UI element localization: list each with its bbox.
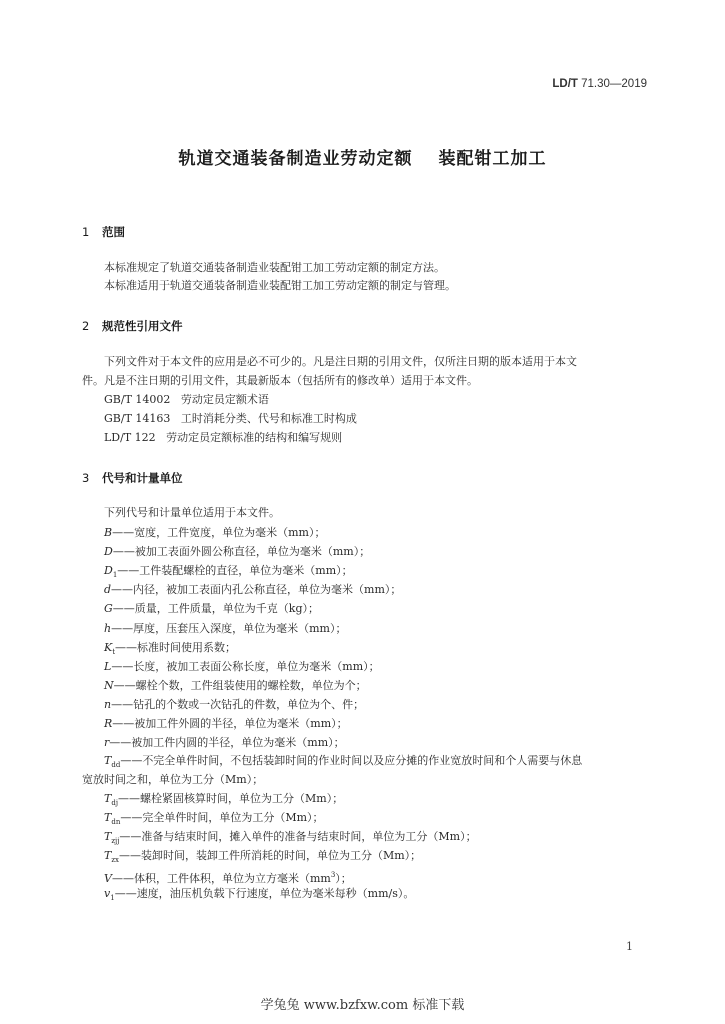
symbol-line: $D_1——$工件装配螺栓的直径，单位为毫米（mm）； — [104, 564, 353, 580]
symbol-line: N——螺栓个数，工件组装使用的螺栓数，单位为个； — [104, 678, 367, 692]
symbol-line: $T_{dj}——$螺栓紧固核算时间，单位为工分（Mm）； — [104, 792, 344, 807]
section-heading-symbols: 3 代号和计量单位 — [82, 471, 183, 485]
scope-line-1: 本标准规定了轨道交通装备制造业装配钳工加工劳动定额的制定方法。 — [104, 261, 445, 274]
footer-watermark: 学兔兔 www.bzfxw.com 标准下载 — [260, 998, 465, 1013]
symbol-line: $T_{zx}——$装卸时间，装卸工件所消耗的时间，单位为工分（Mm）； — [104, 849, 422, 864]
symbol-line: r——被加工件内圆的半径，单位为毫米（mm）； — [104, 736, 345, 750]
symbol-line-tdd-cont: 宽放时间之和，单位为工分（Mm）； — [82, 773, 264, 786]
symbol-line: $T_{dn}——$完全单件时间，单位为工分（Mm）； — [104, 811, 324, 826]
symbol-line: B——宽度，工件宽度，单位为毫米（mm）； — [104, 526, 326, 539]
reference-item: GB/T 14163 工时消耗分类、代号和标准工时构成 — [104, 412, 357, 425]
symbol-line-speed: $v_1——$速度，油压机负载下行速度，单位为毫米每秒（mm/s）。 — [104, 887, 415, 902]
reference-item: GB/T 14002 劳动定员定额术语 — [104, 393, 269, 406]
symbols-intro: 下列代号和计量单位适用于本文件。 — [104, 506, 280, 519]
symbol-line: $K_t——$标准时间使用系数； — [104, 640, 237, 656]
reference-item: LD/T 122 劳动定员定额标准的结构和编写规则 — [104, 431, 343, 444]
symbol-line: h——厚度，压套压入深度，单位为毫米（mm）； — [104, 621, 347, 635]
document-title: 轨道交通装备制造业劳动定额 装配钳工加工 — [178, 149, 547, 169]
symbol-line: D——被加工表面外圆公称直径，单位为毫米（mm）； — [104, 545, 371, 559]
references-intro-1: 下列文件对于本文件的应用是必不可少的。凡是注日期的引用文件，仅所注日期的版本适用于本文 — [104, 355, 577, 368]
symbol-line: R——被加工件外圆的半径，单位为毫米（mm）； — [104, 717, 348, 730]
references-intro-2: 件。凡是不注日期的引用文件，其最新版本（包括所有的修改单）适用于本文件。 — [82, 374, 478, 387]
symbol-line: d——内径，被加工表面内孔公称直径，单位为毫米（mm）； — [104, 583, 402, 597]
scope-line-2: 本标准适用于轨道交通装备制造业装配钳工加工劳动定额的制定与管理。 — [104, 279, 456, 292]
symbol-line-tdd: $T_{dd}——$不完全单件时间，不包括装卸时间的作业时间以及应分摊的作业宽放时间和个人需要与休息 — [104, 754, 583, 769]
page-number: 1 — [626, 940, 633, 953]
section-heading-references: 2 规范性引用文件 — [82, 319, 183, 333]
symbol-line: L——长度，被加工表面公称长度，单位为毫米（mm）； — [104, 659, 380, 673]
symbol-line: G——质量，工件质量，单位为千克（kg）； — [104, 602, 320, 616]
symbol-line-volume: V——体积，工件体积，单位为立方毫米$(mm^3)$； — [104, 871, 352, 885]
symbol-line: $T_{zjj}——$准备与结束时间，摊入单件的准备与结束时间，单位为工分（Mm）； — [104, 830, 477, 845]
symbol-line: n——钻孔的个数或一次钻孔的件数，单位为个、件； — [104, 697, 365, 711]
section-heading-scope: 1 范围 — [82, 225, 125, 239]
document-number: LD/T 71.30—2019 — [552, 78, 647, 90]
